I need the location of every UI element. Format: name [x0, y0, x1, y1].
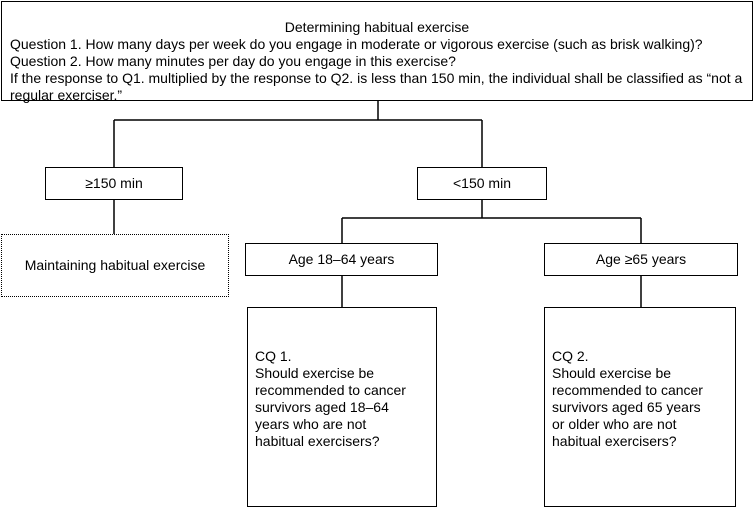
cq1-line: survivors aged 18–64 [255, 399, 389, 415]
branch-lt150-box [417, 167, 547, 200]
age-18-64-box [245, 243, 438, 276]
age-65-plus-label: Age ≥65 years [595, 251, 687, 267]
cq2-line: recommended to cancer [552, 382, 703, 398]
cq1-box [247, 307, 437, 507]
question-1: Question 1. How many days per week do you engage in moderate or vigorous exercise (such as brisk walking)? [10, 36, 703, 52]
cq2-id: CQ 2. [552, 348, 589, 364]
habitual-exercise-criteria-box [1, 1, 753, 101]
classification-rule: If the response to Q1. multiplied by the response to Q2. is less than 150 min, the individual shall be classified as “not a regular exerciser.” [10, 70, 743, 103]
cq1-line: recommended to cancer [255, 382, 406, 398]
cq2-line: Should exercise be [552, 365, 672, 381]
cq2-box [544, 307, 736, 507]
cq2-line: survivors aged 65 years [552, 399, 701, 415]
cq1-line: Should exercise be [255, 365, 375, 381]
cq2-line: or older who are not [552, 416, 677, 432]
cq1-line: habitual exercisers? [255, 433, 380, 449]
cq1-line: years who are not [255, 416, 367, 432]
age-65-plus-box [544, 243, 738, 276]
branch-ge150-label: ≥150 min [85, 175, 143, 191]
criteria-title: Determining habitual exercise [284, 19, 470, 35]
cq2-line: habitual exercisers? [552, 433, 677, 449]
maintaining-exercise-label: Maintaining habitual exercise [24, 257, 206, 273]
branch-ge150-box [45, 167, 183, 200]
maintaining-exercise-box [1, 234, 229, 297]
question-2: Question 2. How many minutes per day do you engage in this exercise? [10, 53, 456, 69]
cq1-id: CQ 1. [255, 348, 292, 364]
branch-lt150-label: <150 min [453, 175, 511, 191]
age-18-64-label: Age 18–64 years [288, 251, 395, 267]
